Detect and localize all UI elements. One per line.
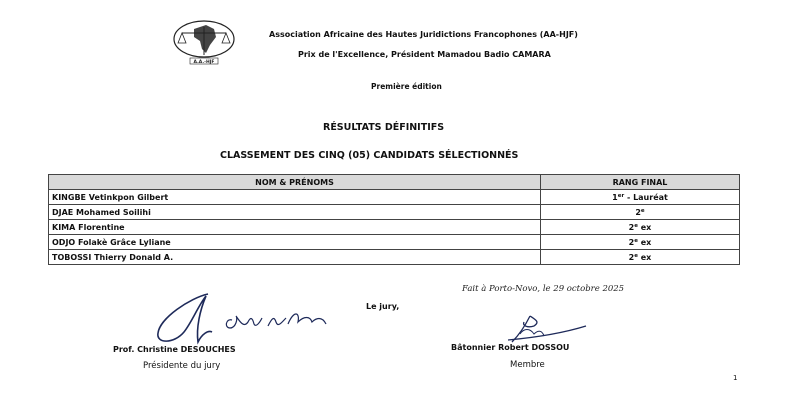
table-row — [49, 220, 740, 235]
president-signature — [140, 288, 340, 350]
table-row — [49, 250, 740, 265]
africa-scales-logo-icon — [172, 19, 236, 65]
place-date: Fait à Porto-Novo, le 29 octobre 2025 — [462, 284, 625, 294]
president-role: Présidente du jury — [143, 361, 221, 371]
rank-suffix: - Lauréat — [624, 192, 668, 202]
rank-ordinal: e — [640, 207, 645, 214]
rank-suffix: ex — [637, 237, 652, 247]
candidate-name: ODJO Folakè Grâce Lyliane — [49, 235, 541, 250]
rank-number: 1 — [612, 192, 618, 202]
candidate-rank — [541, 250, 740, 265]
member-role: Membre — [510, 360, 545, 370]
candidate-name: TOBOSSI Thierry Donald A. — [49, 250, 541, 265]
table-header-row — [49, 175, 740, 190]
rank-number: 2 — [635, 207, 641, 217]
jury-label: Le jury, — [366, 302, 400, 311]
page-number: 1 — [733, 374, 738, 382]
member-name: Bâtonnier Robert DOSSOU — [451, 343, 570, 352]
results-table — [48, 174, 740, 265]
organization-title: Association Africaine des Hautes Juridictions Francophones (AA-HJF) — [269, 30, 578, 39]
candidate-name: DJAE Mohamed Soilihi — [49, 205, 541, 220]
table-row — [49, 205, 740, 220]
ranking-title: CLASSEMENT DES CINQ (05) CANDIDATS SÉLECTIONNÉS — [220, 150, 519, 161]
column-header-name: NOM & PRÉNOMS — [49, 175, 541, 190]
results-title: RÉSULTATS DÉFINITIFS — [323, 122, 445, 133]
rank-number: 2 — [628, 237, 635, 247]
rank-suffix: ex — [637, 252, 652, 262]
rank-number: 2 — [628, 252, 635, 262]
rank-number: 2 — [628, 222, 635, 232]
logo-text: A.A.-HJF — [193, 60, 215, 65]
candidate-name: KIMA Florentine — [49, 220, 541, 235]
edition-label: Première édition — [371, 82, 442, 91]
rank-ordinal: e — [634, 252, 638, 259]
prize-title: Prix de l'Excellence, Président Mamadou Badio CAMARA — [298, 50, 551, 59]
candidate-rank — [541, 235, 740, 250]
table-row — [49, 235, 740, 250]
candidate-rank — [541, 190, 740, 205]
column-header-rank: RANG FINAL — [541, 175, 740, 190]
rank-suffix: ex — [637, 222, 652, 232]
candidate-rank — [541, 205, 740, 220]
organization-logo — [172, 19, 236, 65]
rank-ordinal: er — [617, 192, 625, 199]
candidate-name: KINGBE Vetinkpon Gilbert — [49, 190, 541, 205]
candidate-rank — [541, 220, 740, 235]
rank-ordinal: e — [634, 222, 638, 229]
rank-ordinal: e — [634, 237, 638, 244]
member-signature — [500, 312, 590, 346]
president-name: Prof. Christine DESOUCHES — [113, 345, 236, 354]
table-row — [49, 190, 740, 205]
